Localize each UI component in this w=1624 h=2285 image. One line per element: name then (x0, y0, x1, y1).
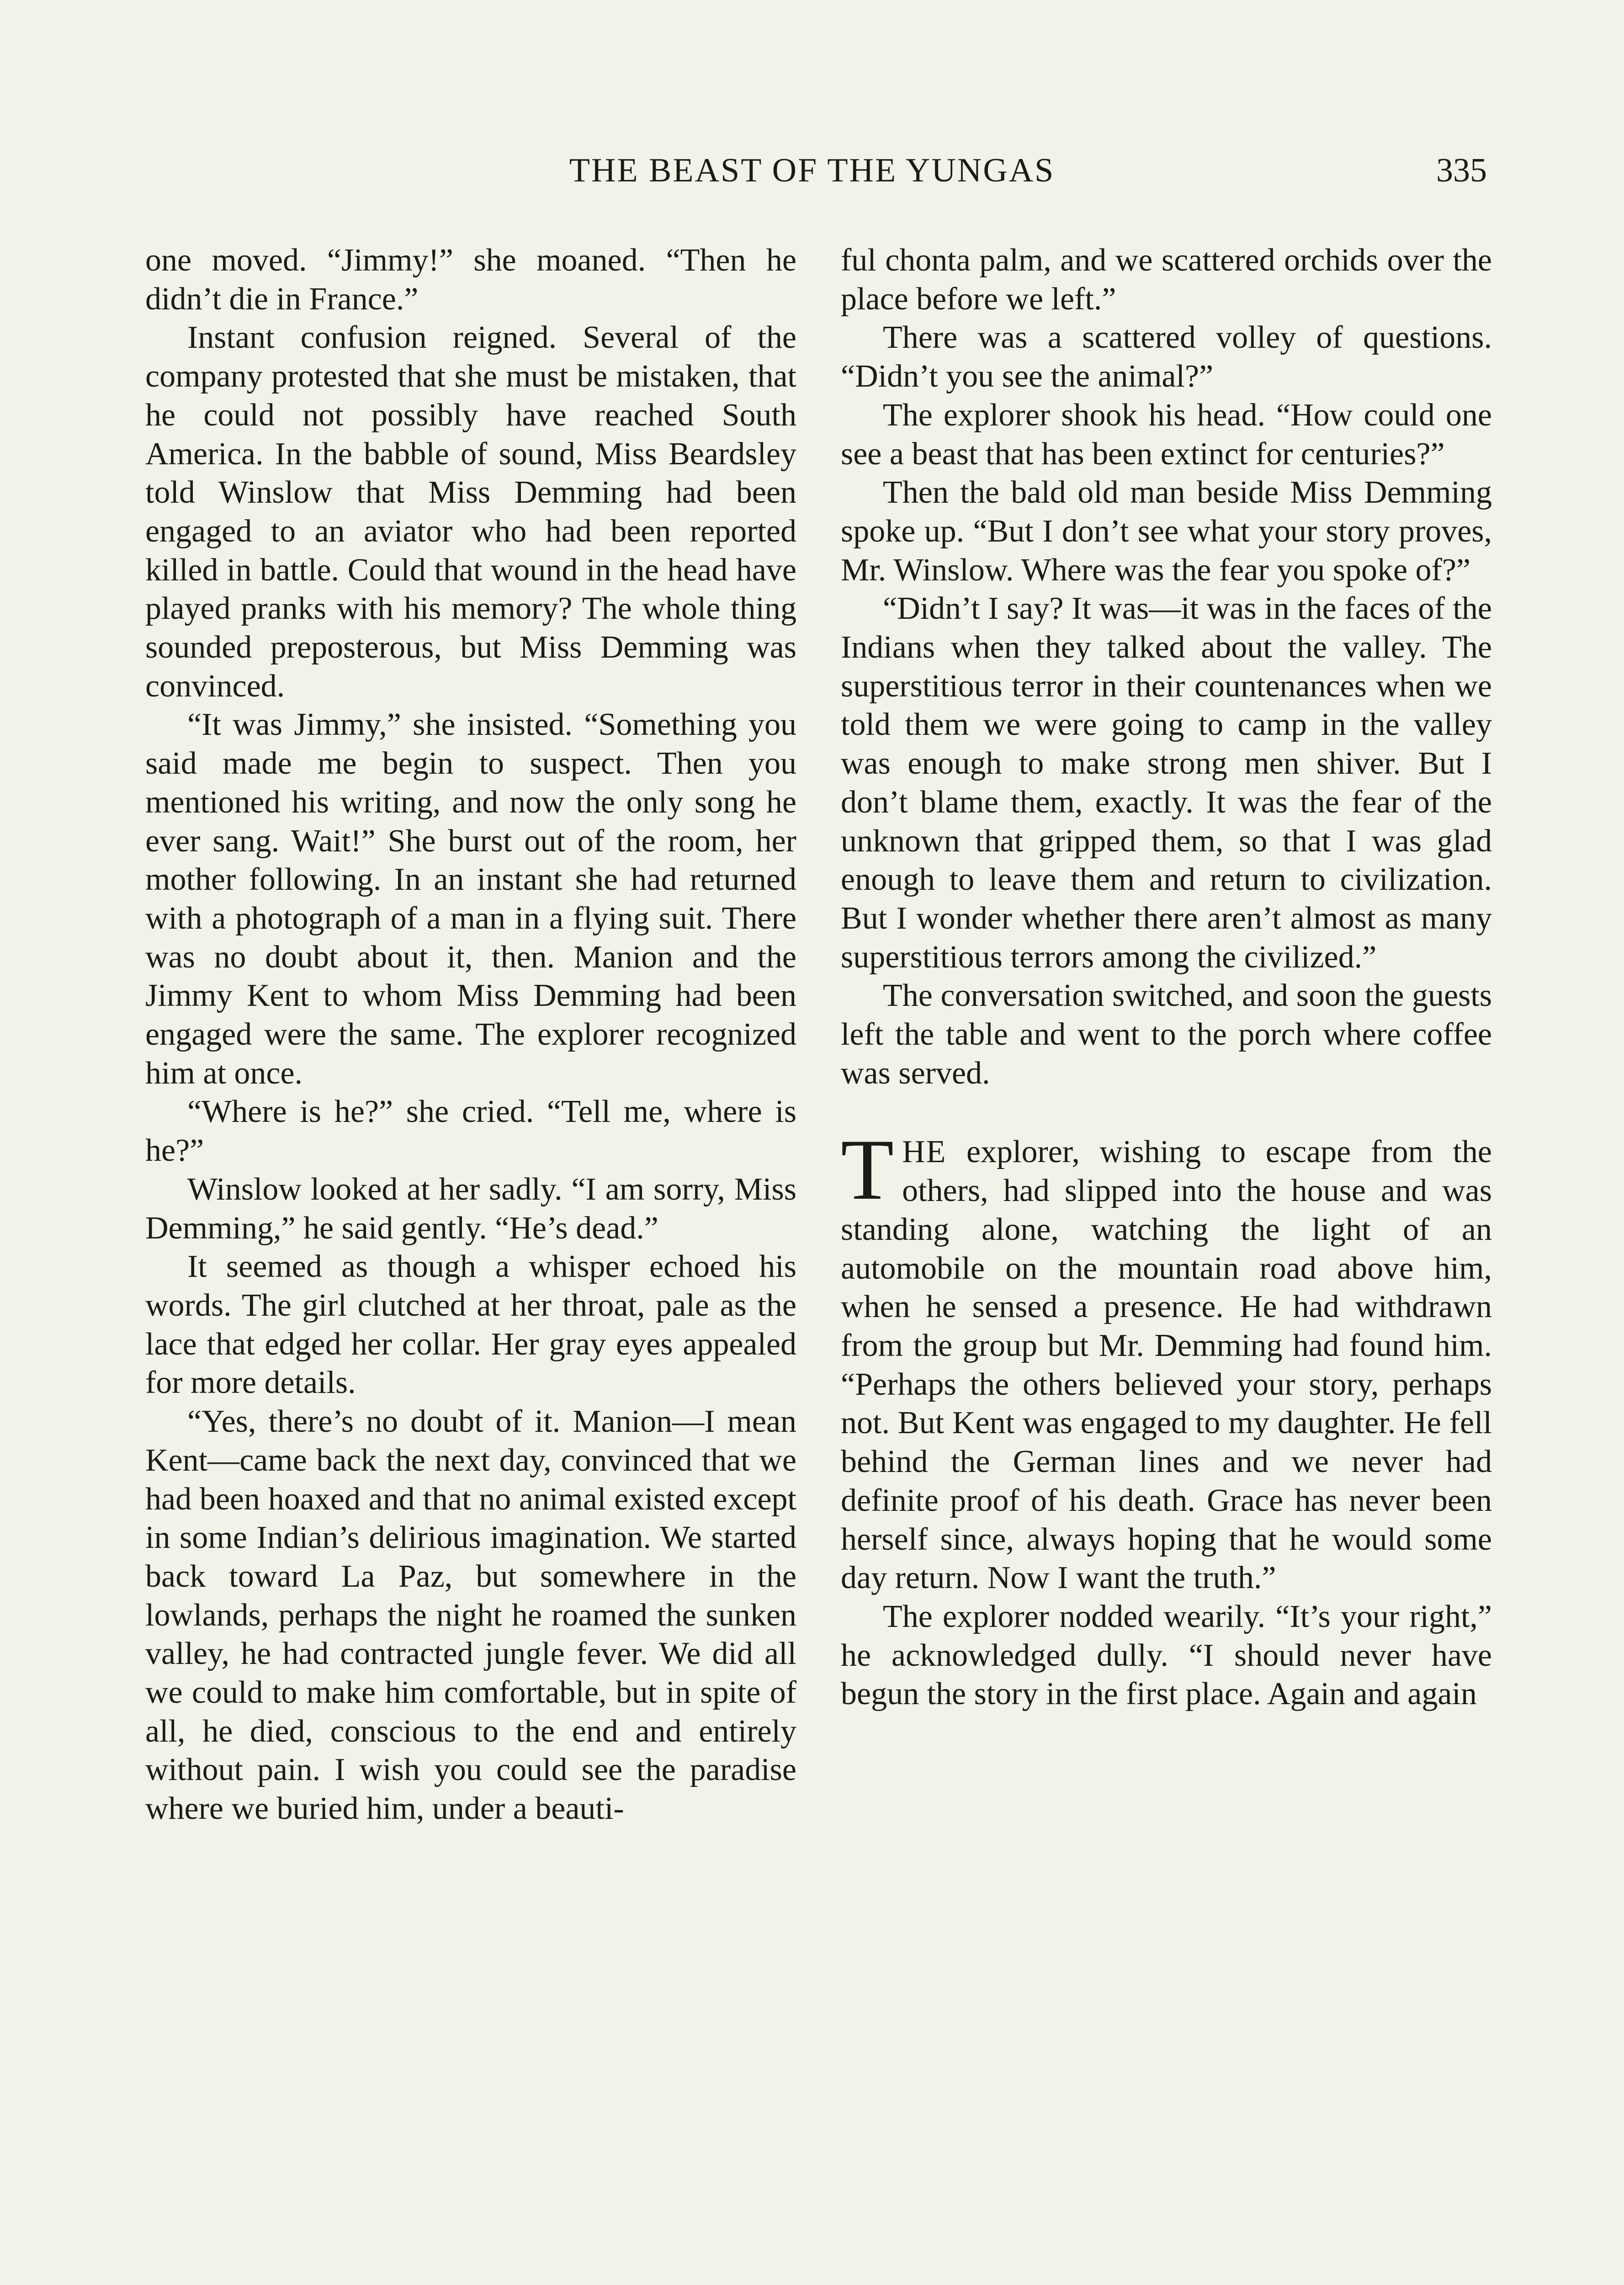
left-column (145, 241, 796, 1828)
paragraph: Instant confusion reigned. Several of the company protested that she must be mistaken, that he could not possibly have reached South America. In the babble of sound, Miss Beardsley told Winslow that Miss Demming had been engaged to an aviator who had been reported killed in battle. Could that wound in the head have played pranks with his memory? The whole thing sounded preposterous, but Miss Demming was convinced. (145, 320, 796, 704)
paragraph: There was a scattered volley of questions. “Didn’t you see the animal?” (841, 320, 1492, 394)
paragraph: The explorer shook his head. “How could one see a beast that has been extinct for centuries?” (841, 397, 1492, 472)
paragraph: Winslow looked at her sadly. “I am sorry, Miss Demming,” he said gently. “He’s dead.” (145, 1171, 796, 1246)
page-number: 335 (1436, 152, 1487, 189)
paragraph: “It was Jimmy,” she insisted. “Something you said made me begin to suspect. Then you mentioned his writing, and now the only song he ever sang. Wait!” She burst out of the room, her mother following. In an instant she had returned with a photograph of a man in a flying suit. There was no doubt about it, then. Manion and the Jimmy Kent to whom Miss Demming had been engaged were the same. The explorer recognized him at once. (145, 707, 796, 1091)
running-head (137, 145, 1487, 196)
paragraph: one moved. “Jimmy!” she moaned. “Then he didn’t die in France.” (145, 243, 796, 317)
running-title: THE BEAST OF THE YUNGAS (569, 152, 1055, 189)
paragraph: Then the bald old man beside Miss Demming spoke up. “But I don’t see what your story proves, Mr. Winslow. Where was the fear you spoke of?” (841, 475, 1492, 588)
paragraph-text: explorer, wishing to escape from the others, had slipped into the house and was standing alone, watching the light of an automobile on the mountain road above him, when he sensed a presence. He had withdrawn from the group but Mr. Demming had found him. “Perhaps the others believed your story, perhaps not. But Kent was engaged to my daughter. He fell behind the German lines and we never had definite proof of his death. Grace has never been herself since, always hoping that he would some day return. Now I want the truth.” (841, 1134, 1492, 1596)
paragraph: It seemed as though a whisper echoed his words. The girl clutched at her throat, pale as the lace that edged her collar. Her gray eyes appealed for more details. (145, 1249, 796, 1401)
paragraph: “Didn’t I say? It was—it was in the faces of the Indians when they talked about the valley. The superstitious terror in their countenances when we told them we were going to camp in the valley was enough to make strong men shiver. But I don’t blame them, exactly. It was the fear of the unknown that gripped them, so that I was glad enough to leave them and return to civilization. But I wonder whether there aren’t almost as many superstitious terrors among the civilized.” (841, 591, 1492, 975)
paragraph: The conversation switched, and soon the guests left the table and went to the porch where coffee was served. (841, 978, 1492, 1091)
paragraph: ful chonta palm, and we scattered orchids over the place before we left.” (841, 243, 1492, 317)
paragraph: The explorer nodded wearily. “It’s your right,” he acknowledged dully. “I should never have begun the story in the first place. Again and again (841, 1599, 1492, 1712)
small-caps-lead: HE (902, 1134, 947, 1170)
right-column (841, 241, 1492, 1714)
drop-cap: T (841, 1122, 894, 1218)
section-opening-paragraph (841, 1122, 1492, 1597)
paragraph: “Where is he?” she cried. “Tell me, where is he?” (145, 1094, 796, 1169)
section-break (841, 1093, 1492, 1133)
paragraph: “Yes, there’s no doubt of it. Manion—I mean Kent—came back the next day, convinced that we had been hoaxed and that no animal existed except in some Indian’s delirious imagination. We started back toward La Paz, but somewhere in the lowlands, perhaps the night he roamed the sunken valley, he had contracted jungle fever. We did all we could to make him comfortable, but in spite of all, he died, conscious to the end and entirely without pain. I wish you could see the paradise where we buried him, under a beauti- (145, 1404, 796, 1827)
